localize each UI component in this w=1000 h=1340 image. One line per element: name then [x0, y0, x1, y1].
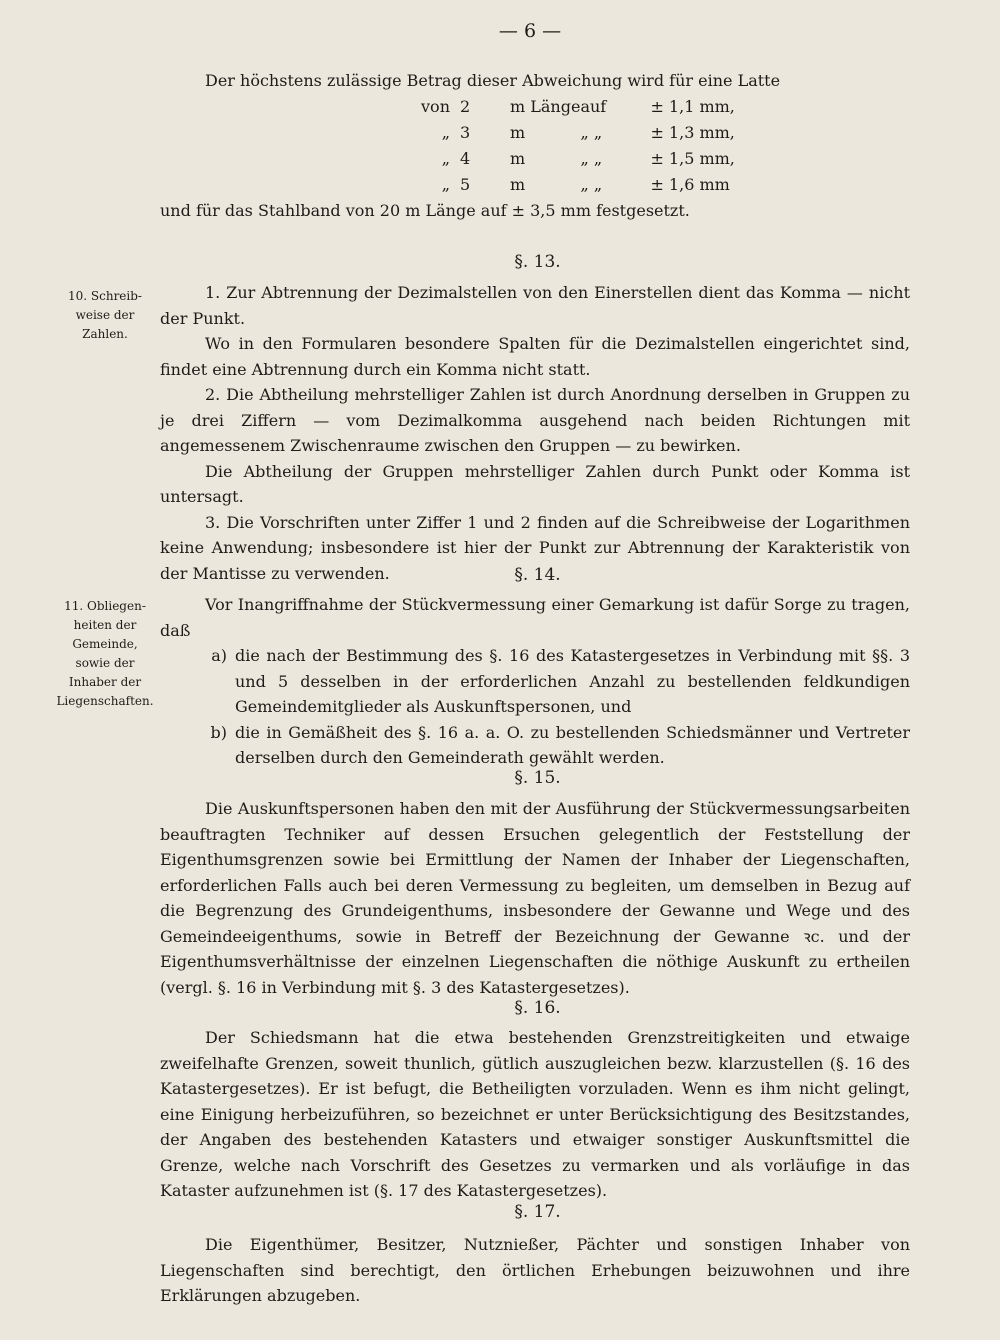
section-15-body: [160, 796, 910, 1000]
row-auf: „ „: [580, 123, 603, 142]
row-value: ± 1,6 mm: [650, 175, 730, 194]
row-length: 4: [460, 149, 471, 168]
list-item-a: [160, 643, 910, 720]
row-value: ± 1,1 mm,: [650, 97, 735, 116]
tolerance-block: [160, 68, 915, 224]
tolerance-row: [405, 146, 770, 172]
row-prefix: „: [441, 123, 450, 142]
margin-note-11: 11. Obliegen-heiten der Gemeinde, sowie der Inhaber der Liegenschaften.: [56, 599, 154, 708]
row-value: ± 1,5 mm,: [650, 149, 735, 168]
list-item-b: [160, 720, 910, 771]
section-16-body: [160, 1025, 910, 1204]
row-unit: m: [510, 123, 526, 142]
section-14-body: [160, 592, 910, 771]
paragraph: Wo in den Formularen besondere Spalten für die Dezimalstellen eingerichtet sind, findet eine Abtrennung durch ein Komma nicht statt.: [160, 334, 910, 379]
section-13-body: [160, 280, 910, 586]
paragraph: Der Schiedsmann hat die etwa bestehenden Grenzstreitigkeiten und etwaige zweifelhafte Grenzen, soweit thunlich, gütlich auszugleichen bezw. klarzustellen (§. 16 des Katastergesetzes). Er ist befugt, die Betheiligten vorzuladen. Wenn es ihm nicht gelingt, eine Einigung herbeizuführen, so bezeichnet er unter Berücksichtigung des Besitzstandes, der Angaben des bestehenden Katasters und etwaiger sonstiger Auskunftsmittel die Grenze, welche nach Vorschrift des Gesetzes zu vermarken und als vorläufige in das Kataster aufzunehmen ist (§. 17 des Katastergesetzes).: [160, 1028, 910, 1200]
section-13-heading: §. 13.: [514, 252, 561, 272]
paragraph: Die Auskunftspersonen haben den mit der Ausführung der Stückvermessungsarbeiten beauftragten Techniker auf dessen Ersuchen gelegentlich der Feststellung der Eigenthumsgrenzen sowie bei Ermittlung der Namen der Inhaber der Liegenschaften, erforderlichen Falls auch bei deren Vermessung zu begleiten, um demselben in Bezug auf die Begrenzung des Grundeigenthums, insbesondere der Gewanne und Wege und des Gemeindeeigenthums, sowie in Betreff der Bezeichnung der Gewanne ꝛc. und der Eigenthumsverhältnisse der einzelnen Liegenschaften die nöthige Auskunft zu ertheilen (vergl. §. 16 in Verbindung mit §. 3 des Katastergesetzes).: [160, 799, 910, 997]
row-length: 2: [460, 97, 471, 116]
paragraph: Die Eigenthümer, Besitzer, Nutznießer, Pächter und sonstigen Inhaber von Liegenschaften sind berechtigt, den örtlichen Erhebungen beizuwohnen und ihre Erklärungen abzugeben.: [160, 1235, 910, 1305]
tolerance-row: [405, 172, 770, 198]
row-prefix: „: [441, 175, 450, 194]
tolerance-row: [405, 94, 770, 120]
row-length: 5: [460, 175, 471, 194]
section-16-heading: §. 16.: [514, 998, 561, 1018]
tolerance-table: [405, 94, 770, 198]
section-17-heading: §. 17.: [514, 1202, 561, 1222]
tolerance-row: [405, 120, 770, 146]
section-14-heading: §. 14.: [514, 565, 561, 585]
margin-note-10: 10. Schreib-weise der Zahlen.: [68, 289, 142, 341]
tolerance-steel-band: und für das Stahlband von 20 m Länge auf ± 3,5 mm festgesetzt.: [160, 201, 690, 220]
list-text: die in Gemäßheit des §. 16 a. a. O. zu bestellenden Schiedsmänner und Vertreter derselben durch den Gemeinderath gewählt werden.: [235, 722, 910, 767]
paragraph: 2. Die Abtheilung mehrstelliger Zahlen ist durch Anordnung derselben in Gruppen zu je drei Ziffern — vom Dezimalkomma ausgehend nach beiden Richtungen mit angemessenem Zwischenraume zwischen den Gruppen — zu bewirken.: [160, 385, 910, 455]
row-unit: m: [510, 149, 526, 168]
list-label: b): [210, 722, 227, 742]
paragraph: Vor Inangriffnahme der Stückvermessung einer Gemarkung ist dafür Sorge zu tragen, daß: [160, 595, 910, 640]
section-17-body: [160, 1232, 910, 1309]
row-auf: „ „: [580, 149, 603, 168]
row-unit: m: [510, 175, 526, 194]
row-auf: auf: [580, 97, 607, 116]
paragraph: 3. Die Vorschriften unter Ziffer 1 und 2 finden auf die Schreibweise der Logarithmen keine Anwendung; insbesondere ist hier der Punkt zur Abtrennung der Karakteristik von der Mantisse zu verwenden.: [160, 512, 910, 583]
row-length: 3: [460, 123, 471, 142]
list-label: a): [211, 646, 227, 665]
row-prefix: von: [421, 97, 450, 116]
page-number: — 6 —: [498, 20, 562, 42]
row-auf: „ „: [580, 175, 603, 194]
row-value: ± 1,3 mm,: [650, 123, 735, 142]
tolerance-intro: Der höchstens zulässige Betrag dieser Abweichung wird für eine Latte: [205, 71, 781, 90]
section-15-heading: §. 15.: [514, 768, 561, 788]
paragraph: Die Abtheilung der Gruppen mehrstelliger Zahlen durch Punkt oder Komma ist untersagt.: [160, 461, 910, 506]
list-text: die nach der Bestimmung des §. 16 des Katastergesetzes in Verbindung mit §§. 3 und 5 desselben in der erforderlichen Anzahl zu bestellenden feldkundigen Gemeindemitglieder als Auskunftspersonen, und: [235, 646, 910, 716]
row-prefix: „: [441, 149, 450, 168]
row-unit: m Länge: [510, 97, 581, 116]
paragraph: 1. Zur Abtrennung der Dezimalstellen von den Einerstellen dient das Komma — nicht der Punkt.: [160, 283, 910, 328]
